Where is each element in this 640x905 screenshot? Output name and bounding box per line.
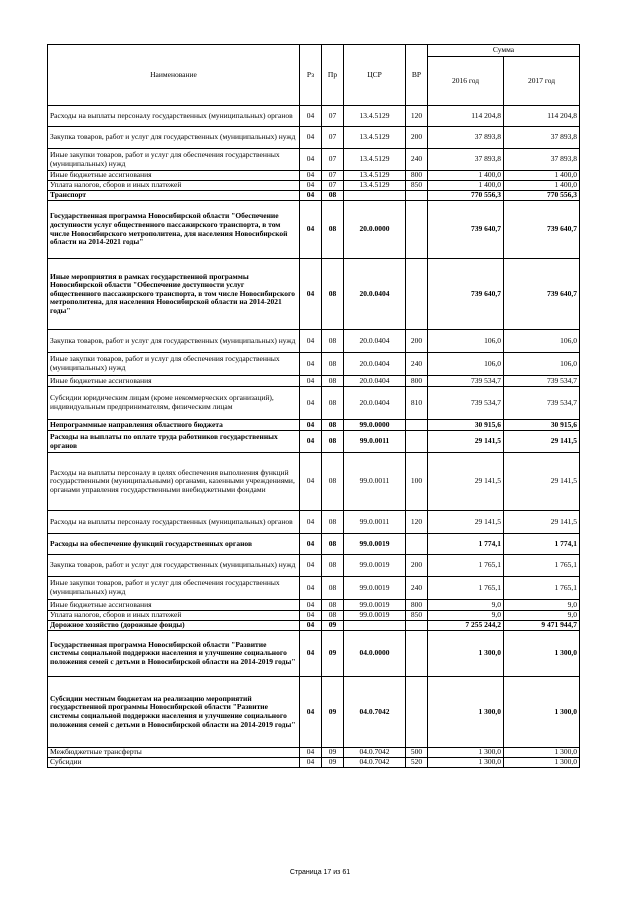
cell-csr: 99.0.0000 (344, 420, 406, 431)
cell-s2: 1 774,1 (504, 534, 580, 555)
cell-rz: 04 (300, 259, 322, 330)
cell-rz: 04 (300, 191, 322, 201)
cell-name: Закупка товаров, работ и услуг для государственных (муниципальных) нужд (48, 330, 300, 353)
cell-rz: 04 (300, 149, 322, 171)
table-body (48, 106, 580, 768)
cell-name: Закупка товаров, работ и услуг для государственных (муниципальных) нужд (48, 127, 300, 149)
cell-csr: 04.0.7042 (344, 758, 406, 768)
cell-pr: 08 (322, 353, 344, 376)
cell-name: Расходы на выплаты персоналу государственных (муниципальных) органов (48, 106, 300, 127)
cell-csr: 20.0.0404 (344, 259, 406, 330)
cell-vr: 800 (406, 171, 428, 181)
cell-name: Иные бюджетные ассигнования (48, 376, 300, 387)
cell-s1: 29 141,5 (428, 453, 504, 511)
cell-s1: 9,0 (428, 600, 504, 611)
cell-s2: 114 204,8 (504, 106, 580, 127)
cell-s2: 1 400,0 (504, 171, 580, 181)
cell-pr: 09 (322, 621, 344, 631)
cell-s1: 29 141,5 (428, 431, 504, 453)
cell-rz: 04 (300, 431, 322, 453)
cell-s2: 37 893,8 (504, 127, 580, 149)
table-row (48, 353, 580, 376)
cell-vr (406, 621, 428, 631)
cell-vr: 850 (406, 611, 428, 621)
cell-vr: 100 (406, 453, 428, 511)
header-sum: Сумма (428, 45, 580, 57)
cell-csr: 99.0.0019 (344, 600, 406, 611)
cell-vr: 520 (406, 758, 428, 768)
cell-pr: 08 (322, 191, 344, 201)
cell-name: Межбюджетные трансферты (48, 748, 300, 758)
cell-s2: 29 141,5 (504, 431, 580, 453)
cell-s1: 1 300,0 (428, 758, 504, 768)
table-row (48, 106, 580, 127)
table-row (48, 420, 580, 431)
cell-s1: 770 556,3 (428, 191, 504, 201)
cell-name: Расходы на обеспечение функций государственных органов (48, 534, 300, 555)
cell-pr: 08 (322, 611, 344, 621)
cell-rz: 04 (300, 420, 322, 431)
cell-rz: 04 (300, 534, 322, 555)
cell-s1: 1 400,0 (428, 171, 504, 181)
cell-s2: 1 300,0 (504, 758, 580, 768)
cell-vr: 810 (406, 387, 428, 420)
cell-csr: 99.0.0019 (344, 534, 406, 555)
cell-pr: 07 (322, 106, 344, 127)
header-rz: Рз (300, 45, 322, 106)
cell-csr: 13.4.5129 (344, 171, 406, 181)
cell-name: Расходы на выплаты персоналу государственных (муниципальных) органов (48, 511, 300, 534)
cell-pr: 08 (322, 431, 344, 453)
cell-csr: 20.0.0404 (344, 353, 406, 376)
table-row (48, 748, 580, 758)
cell-s1: 30 915,6 (428, 420, 504, 431)
cell-rz: 04 (300, 106, 322, 127)
cell-s1: 114 204,8 (428, 106, 504, 127)
cell-name: Дорожное хозяйство (дорожные фонды) (48, 621, 300, 631)
cell-pr: 08 (322, 259, 344, 330)
cell-s1: 739 534,7 (428, 387, 504, 420)
table-row (48, 631, 580, 677)
cell-pr: 09 (322, 748, 344, 758)
cell-s2: 106,0 (504, 353, 580, 376)
cell-name: Непрограммные направления областного бюджета (48, 420, 300, 431)
cell-pr: 09 (322, 758, 344, 768)
cell-s2: 30 915,6 (504, 420, 580, 431)
cell-csr (344, 191, 406, 201)
cell-csr: 20.0.0404 (344, 376, 406, 387)
cell-csr: 20.0.0404 (344, 387, 406, 420)
cell-pr: 07 (322, 181, 344, 191)
cell-s2: 770 556,3 (504, 191, 580, 201)
cell-csr: 20.0.0404 (344, 330, 406, 353)
cell-name: Субсидии (48, 758, 300, 768)
cell-vr (406, 259, 428, 330)
table-row (48, 431, 580, 453)
cell-s2: 1 400,0 (504, 181, 580, 191)
cell-rz: 04 (300, 611, 322, 621)
table-row (48, 201, 580, 259)
cell-s1: 1 300,0 (428, 748, 504, 758)
cell-csr: 13.4.5129 (344, 181, 406, 191)
cell-name: Субсидии юридическим лицам (кроме некоммерческих организаций), индивидуальным предпринимателям, физическим лицам (48, 387, 300, 420)
table-row (48, 191, 580, 201)
header-csr: ЦСР (344, 45, 406, 106)
cell-vr: 200 (406, 330, 428, 353)
cell-pr: 08 (322, 201, 344, 259)
cell-vr (406, 431, 428, 453)
cell-pr: 08 (322, 555, 344, 577)
cell-rz: 04 (300, 621, 322, 631)
cell-name: Уплата налогов, сборов и иных платежей (48, 181, 300, 191)
cell-csr: 99.0.0011 (344, 511, 406, 534)
header-vr: ВР (406, 45, 428, 106)
cell-rz: 04 (300, 631, 322, 677)
cell-vr: 200 (406, 555, 428, 577)
cell-csr: 04.0.0000 (344, 631, 406, 677)
table-row (48, 534, 580, 555)
cell-pr: 08 (322, 420, 344, 431)
cell-s1: 1 400,0 (428, 181, 504, 191)
cell-rz: 04 (300, 758, 322, 768)
cell-s1: 29 141,5 (428, 511, 504, 534)
cell-s2: 1 765,1 (504, 577, 580, 600)
cell-s2: 37 893,8 (504, 149, 580, 171)
cell-rz: 04 (300, 376, 322, 387)
cell-vr (406, 631, 428, 677)
cell-pr: 07 (322, 149, 344, 171)
cell-s2: 739 534,7 (504, 376, 580, 387)
cell-s2: 29 141,5 (504, 511, 580, 534)
cell-s1: 106,0 (428, 330, 504, 353)
cell-pr: 07 (322, 127, 344, 149)
cell-s1: 106,0 (428, 353, 504, 376)
cell-csr: 99.0.0011 (344, 453, 406, 511)
cell-vr (406, 534, 428, 555)
header-year-2016: 2016 год (428, 57, 504, 106)
cell-s1: 7 255 244,2 (428, 621, 504, 631)
cell-s1: 739 640,7 (428, 201, 504, 259)
cell-name: Уплата налогов, сборов и иных платежей (48, 611, 300, 621)
table-row (48, 259, 580, 330)
cell-s1: 37 893,8 (428, 127, 504, 149)
cell-rz: 04 (300, 330, 322, 353)
cell-rz: 04 (300, 555, 322, 577)
cell-s2: 9 471 944,7 (504, 621, 580, 631)
cell-rz: 04 (300, 453, 322, 511)
page-footer: Страница 17 из 61 (289, 869, 351, 876)
cell-vr (406, 201, 428, 259)
cell-vr: 120 (406, 106, 428, 127)
cell-name: Иные бюджетные ассигнования (48, 171, 300, 181)
header-year-2017: 2017 год (504, 57, 580, 106)
cell-s2: 9,0 (504, 611, 580, 621)
cell-pr: 09 (322, 677, 344, 748)
cell-vr (406, 191, 428, 201)
cell-vr: 800 (406, 600, 428, 611)
table-row (48, 171, 580, 181)
cell-pr: 08 (322, 511, 344, 534)
cell-s1: 9,0 (428, 611, 504, 621)
cell-rz: 04 (300, 387, 322, 420)
cell-csr: 99.0.0019 (344, 555, 406, 577)
cell-name: Иные закупки товаров, работ и услуг для обеспечения государственных (муниципальных) нужд (48, 149, 300, 171)
cell-rz: 04 (300, 511, 322, 534)
table-row (48, 677, 580, 748)
cell-s1: 1 765,1 (428, 555, 504, 577)
cell-name: Закупка товаров, работ и услуг для государственных (муниципальных) нужд (48, 555, 300, 577)
cell-s2: 1 300,0 (504, 677, 580, 748)
table-row (48, 555, 580, 577)
cell-vr: 850 (406, 181, 428, 191)
cell-name: Транспорт (48, 191, 300, 201)
cell-rz: 04 (300, 577, 322, 600)
cell-s1: 1 300,0 (428, 677, 504, 748)
table-row (48, 330, 580, 353)
cell-pr: 08 (322, 453, 344, 511)
cell-s2: 106,0 (504, 330, 580, 353)
cell-s1: 1 300,0 (428, 631, 504, 677)
cell-vr: 240 (406, 353, 428, 376)
table-row (48, 453, 580, 511)
cell-name: Субсидии местным бюджетам на реализацию мероприятий государственной программы Новосибирской области "Развитие системы социальной поддержки населения и улучшение социального положения семей с детьми в Новосибирской области на 2014-2019 годы" (48, 677, 300, 748)
cell-name: Расходы на выплаты по оплате труда работников государственных органов (48, 431, 300, 453)
cell-s1: 37 893,8 (428, 149, 504, 171)
table-row (48, 611, 580, 621)
cell-s1: 739 534,7 (428, 376, 504, 387)
cell-rz: 04 (300, 748, 322, 758)
cell-s2: 1 300,0 (504, 748, 580, 758)
cell-pr: 07 (322, 171, 344, 181)
cell-csr: 20.0.0000 (344, 201, 406, 259)
cell-pr: 08 (322, 376, 344, 387)
cell-name: Иные закупки товаров, работ и услуг для обеспечения государственных (муниципальных) нужд (48, 353, 300, 376)
cell-csr (344, 621, 406, 631)
cell-rz: 04 (300, 353, 322, 376)
cell-pr: 08 (322, 387, 344, 420)
header-pr: Пр (322, 45, 344, 106)
cell-vr (406, 677, 428, 748)
cell-s2: 739 640,7 (504, 201, 580, 259)
cell-vr (406, 420, 428, 431)
cell-s2: 29 141,5 (504, 453, 580, 511)
cell-csr: 13.4.5129 (344, 149, 406, 171)
cell-vr: 240 (406, 149, 428, 171)
cell-s1: 739 640,7 (428, 259, 504, 330)
table-row (48, 387, 580, 420)
cell-rz: 04 (300, 127, 322, 149)
cell-vr: 120 (406, 511, 428, 534)
cell-rz: 04 (300, 600, 322, 611)
cell-csr: 13.4.5129 (344, 127, 406, 149)
cell-csr: 99.0.0019 (344, 611, 406, 621)
table-row (48, 621, 580, 631)
cell-rz: 04 (300, 201, 322, 259)
cell-name: Расходы на выплаты персоналу в целях обеспечения выполнения функций государственными (муниципальными) органами, казенными учреждениями, органами управления государственными внебюджетными фондами (48, 453, 300, 511)
cell-csr: 04.0.7042 (344, 677, 406, 748)
cell-rz: 04 (300, 181, 322, 191)
cell-s1: 1 765,1 (428, 577, 504, 600)
cell-name: Государственная программа Новосибирской области "Развитие системы социальной поддержки населения и улучшение социального положения семей с детьми в Новосибирской области на 2014-2019 годы" (48, 631, 300, 677)
table-header (48, 45, 580, 106)
cell-pr: 09 (322, 631, 344, 677)
cell-name: Иные мероприятия в рамках государственной программы Новосибирской области "Обеспечение доступности услуг общественного пассажирского транспорта, в том числе Новосибирского метрополитена, для населения Новосибирской области на 2014-2021 годы" (48, 259, 300, 330)
cell-csr: 99.0.0019 (344, 577, 406, 600)
cell-name: Государственная программа Новосибирской области "Обеспечение доступности услуг общественного пассажирского транспорта, в том числе Новосибирского метрополитена, для населения Новосибирской области на 2014-2021 годы" (48, 201, 300, 259)
cell-s1: 1 774,1 (428, 534, 504, 555)
table-row (48, 149, 580, 171)
cell-vr: 500 (406, 748, 428, 758)
cell-name: Иные бюджетные ассигнования (48, 600, 300, 611)
table-row (48, 127, 580, 149)
cell-pr: 08 (322, 577, 344, 600)
table-row (48, 511, 580, 534)
cell-csr: 13.4.5129 (344, 106, 406, 127)
cell-pr: 08 (322, 330, 344, 353)
cell-pr: 08 (322, 600, 344, 611)
cell-s2: 739 534,7 (504, 387, 580, 420)
cell-s2: 739 640,7 (504, 259, 580, 330)
cell-rz: 04 (300, 171, 322, 181)
cell-s2: 1 765,1 (504, 555, 580, 577)
cell-vr: 800 (406, 376, 428, 387)
table-row (48, 600, 580, 611)
cell-pr: 08 (322, 534, 344, 555)
cell-rz: 04 (300, 677, 322, 748)
budget-table (47, 44, 580, 768)
table-row (48, 181, 580, 191)
table-row (48, 758, 580, 768)
cell-vr: 240 (406, 577, 428, 600)
cell-s2: 1 300,0 (504, 631, 580, 677)
cell-csr: 99.0.0011 (344, 431, 406, 453)
cell-s2: 9,0 (504, 600, 580, 611)
table-row (48, 376, 580, 387)
cell-name: Иные закупки товаров, работ и услуг для обеспечения государственных (муниципальных) нужд (48, 577, 300, 600)
header-name: Наименование (48, 45, 300, 106)
cell-csr: 04.0.7042 (344, 748, 406, 758)
cell-vr: 200 (406, 127, 428, 149)
table-row (48, 577, 580, 600)
